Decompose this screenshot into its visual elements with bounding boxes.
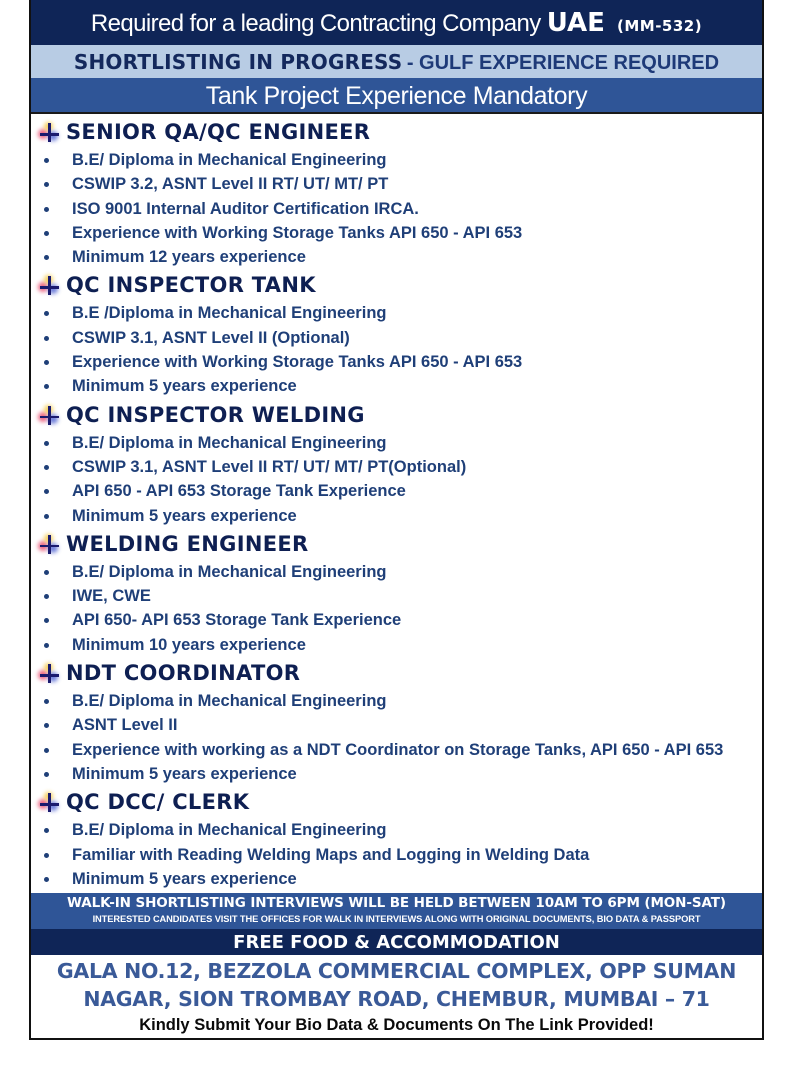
bullet-icon: [44, 748, 49, 753]
bullet-icon: [44, 384, 49, 389]
requirement-item: [31, 245, 762, 269]
requirement-text: CSWIP 3.1, ASNT Level II (Optional): [72, 328, 350, 347]
requirement-text: Familiar with Reading Welding Maps and Logging in Welding Data: [72, 845, 590, 864]
job-title: QC DCC/ CLERK: [66, 790, 250, 815]
bullet-icon: [44, 723, 49, 728]
job-title-row: [31, 528, 762, 560]
requirement-item: [31, 738, 762, 762]
requirement-text: Minimum 12 years experience: [72, 248, 306, 267]
bullet-icon: [44, 594, 49, 599]
bullet-icon: [44, 514, 49, 519]
requirement-text: B.E /Diploma in Mechanical Engineering: [72, 304, 387, 323]
bullet-icon: [44, 336, 49, 341]
bullet-icon: [44, 207, 49, 212]
bullet-icon: [44, 441, 49, 446]
bullet-icon: [44, 877, 49, 882]
bullet-icon: [44, 853, 49, 858]
requirement-list: [31, 689, 762, 786]
requirement-item: [31, 608, 762, 632]
shortlisting-status: SHORTLISTING IN PROGRESS: [73, 50, 403, 74]
four-point-star-icon: [38, 274, 60, 296]
benefits-banner: FREE FOOD & ACCOMMODATION: [31, 929, 762, 955]
requirement-text: API 650- API 653 Storage Tank Experience: [72, 611, 402, 630]
job-title-row: [31, 786, 762, 818]
bullet-icon: [44, 489, 49, 494]
requirement-text: Experience with working as a NDT Coordinator on Storage Tanks, API 650 - API 653: [72, 740, 724, 759]
job-title: WELDING ENGINEER: [66, 531, 309, 556]
requirement-text: Minimum 5 years experience: [72, 764, 297, 783]
job-section-2: [31, 269, 762, 398]
job-title: QC INSPECTOR WELDING: [66, 402, 365, 427]
header-country: UAE: [546, 8, 605, 38]
four-point-star-icon: [38, 404, 60, 426]
job-title-row: [31, 269, 762, 301]
bullet-icon: [44, 255, 49, 260]
requirement-text: ISO 9001 Internal Auditor Certification IRCA.: [72, 199, 419, 218]
four-point-star-icon: [38, 662, 60, 684]
requirement-text: B.E/ Diploma in Mechanical Engineering: [72, 151, 387, 169]
header-reference-code: (MM-532): [617, 17, 703, 35]
requirement-item: [31, 221, 762, 245]
job-title-row: [31, 657, 762, 689]
four-point-star-icon: [38, 121, 60, 143]
requirement-text: IWE, CWE: [72, 587, 151, 606]
walkin-schedule: WALK-IN SHORTLISTING INTERVIEWS WILL BE HELD BETWEEN 10AM TO 6PM (MON-SAT): [67, 895, 726, 911]
job-title: QC INSPECTOR TANK: [66, 273, 316, 298]
requirement-text: Minimum 5 years experience: [72, 506, 297, 525]
tank-project-banner: Tank Project Experience Mandatory: [31, 78, 762, 114]
requirement-text: Minimum 5 years experience: [72, 377, 297, 396]
requirement-item: [31, 326, 762, 350]
requirement-item: [31, 584, 762, 608]
requirement-list: [31, 818, 762, 891]
requirement-item: [31, 197, 762, 221]
requirement-item: [31, 148, 762, 172]
bullet-icon: [44, 360, 49, 365]
requirement-list: [31, 560, 762, 657]
job-section-5: [31, 657, 762, 786]
job-title: NDT COORDINATOR: [66, 661, 301, 686]
requirement-text: CSWIP 3.2, ASNT Level II RT/ UT/ MT/ PT: [72, 175, 389, 194]
requirement-item: [31, 689, 762, 713]
header-company-banner: [31, 0, 762, 45]
requirement-item: [31, 867, 762, 891]
requirement-item: [31, 762, 762, 786]
bullet-icon: [44, 182, 49, 187]
bullet-icon: [44, 699, 49, 704]
requirement-item: [31, 560, 762, 584]
requirement-item: [31, 818, 762, 842]
requirement-text: Minimum 5 years experience: [72, 869, 297, 888]
job-advert-poster: [29, 0, 764, 1040]
address-line-1: GALA NO.12, BEZZOLA COMMERCIAL COMPLEX, OPP SUMAN: [56, 959, 737, 983]
requirement-text: B.E/ Diploma in Mechanical Engineering: [72, 562, 387, 581]
bullet-icon: [44, 158, 49, 163]
header-company-text: Required for a leading Contracting Company: [90, 10, 541, 37]
requirement-text: B.E/ Diploma in Mechanical Engineering: [72, 692, 387, 711]
bullet-icon: [44, 231, 49, 236]
requirement-item: [31, 172, 762, 196]
requirement-text: B.E/ Diploma in Mechanical Engineering: [72, 821, 387, 840]
requirement-item: [31, 431, 762, 455]
requirement-list: [31, 148, 762, 269]
bullet-icon: [44, 465, 49, 470]
gulf-experience-requirement: - GULF EXPERIENCE REQUIRED: [406, 52, 720, 74]
submit-note: Kindly Submit Your Bio Data & Documents On The Link Provided!: [139, 1016, 654, 1034]
bullet-icon: [44, 643, 49, 648]
requirement-item: [31, 374, 762, 398]
requirement-item: [31, 713, 762, 737]
requirement-text: Minimum 10 years experience: [72, 635, 306, 654]
walkin-interview-banner: [31, 893, 762, 929]
office-address: [31, 957, 762, 1013]
job-section-4: [31, 528, 762, 657]
job-section-6: [31, 786, 762, 891]
job-title-row: [31, 116, 762, 148]
requirement-text: Experience with Working Storage Tanks API 650 - API 653: [72, 353, 523, 372]
bullet-icon: [44, 772, 49, 777]
requirement-item: [31, 301, 762, 325]
requirement-item: [31, 504, 762, 528]
bullet-icon: [44, 311, 49, 316]
bullet-icon: [44, 570, 49, 575]
four-point-star-icon: [38, 791, 60, 813]
requirement-item: [31, 350, 762, 374]
requirement-list: [31, 431, 762, 528]
job-listings: [31, 114, 762, 891]
walkin-instructions: INTERESTED CANDIDATES VISIT THE OFFICES FOR WALK IN INTERVIEWS ALONG WITH ORIGINAL DOCUMENTS, BIO DATA & PASSPORT: [92, 914, 701, 924]
job-section-3: [31, 399, 762, 528]
requirement-text: CSWIP 3.1, ASNT Level II RT/ UT/ MT/ PT(Optional): [72, 457, 467, 476]
bullet-icon: [44, 828, 49, 833]
job-title-row: [31, 399, 762, 431]
requirement-text: B.E/ Diploma in Mechanical Engineering: [72, 433, 387, 452]
requirement-text: API 650 - API 653 Storage Tank Experience: [72, 482, 406, 501]
bullet-icon: [44, 618, 49, 623]
address-line-2: NAGAR, SION TROMBAY ROAD, CHEMBUR, MUMBAI – 71: [83, 987, 710, 1011]
requirement-item: [31, 633, 762, 657]
requirement-text: Experience with Working Storage Tanks API 650 - API 653: [72, 223, 523, 242]
requirement-item: [31, 455, 762, 479]
shortlisting-banner: [31, 45, 762, 78]
requirement-list: [31, 301, 762, 398]
job-section-1: [31, 116, 762, 269]
four-point-star-icon: [38, 533, 60, 555]
requirement-item: [31, 843, 762, 867]
requirement-text: ASNT Level II: [72, 716, 178, 735]
requirement-item: [31, 479, 762, 503]
job-title: SENIOR QA/QC ENGINEER: [66, 120, 371, 144]
